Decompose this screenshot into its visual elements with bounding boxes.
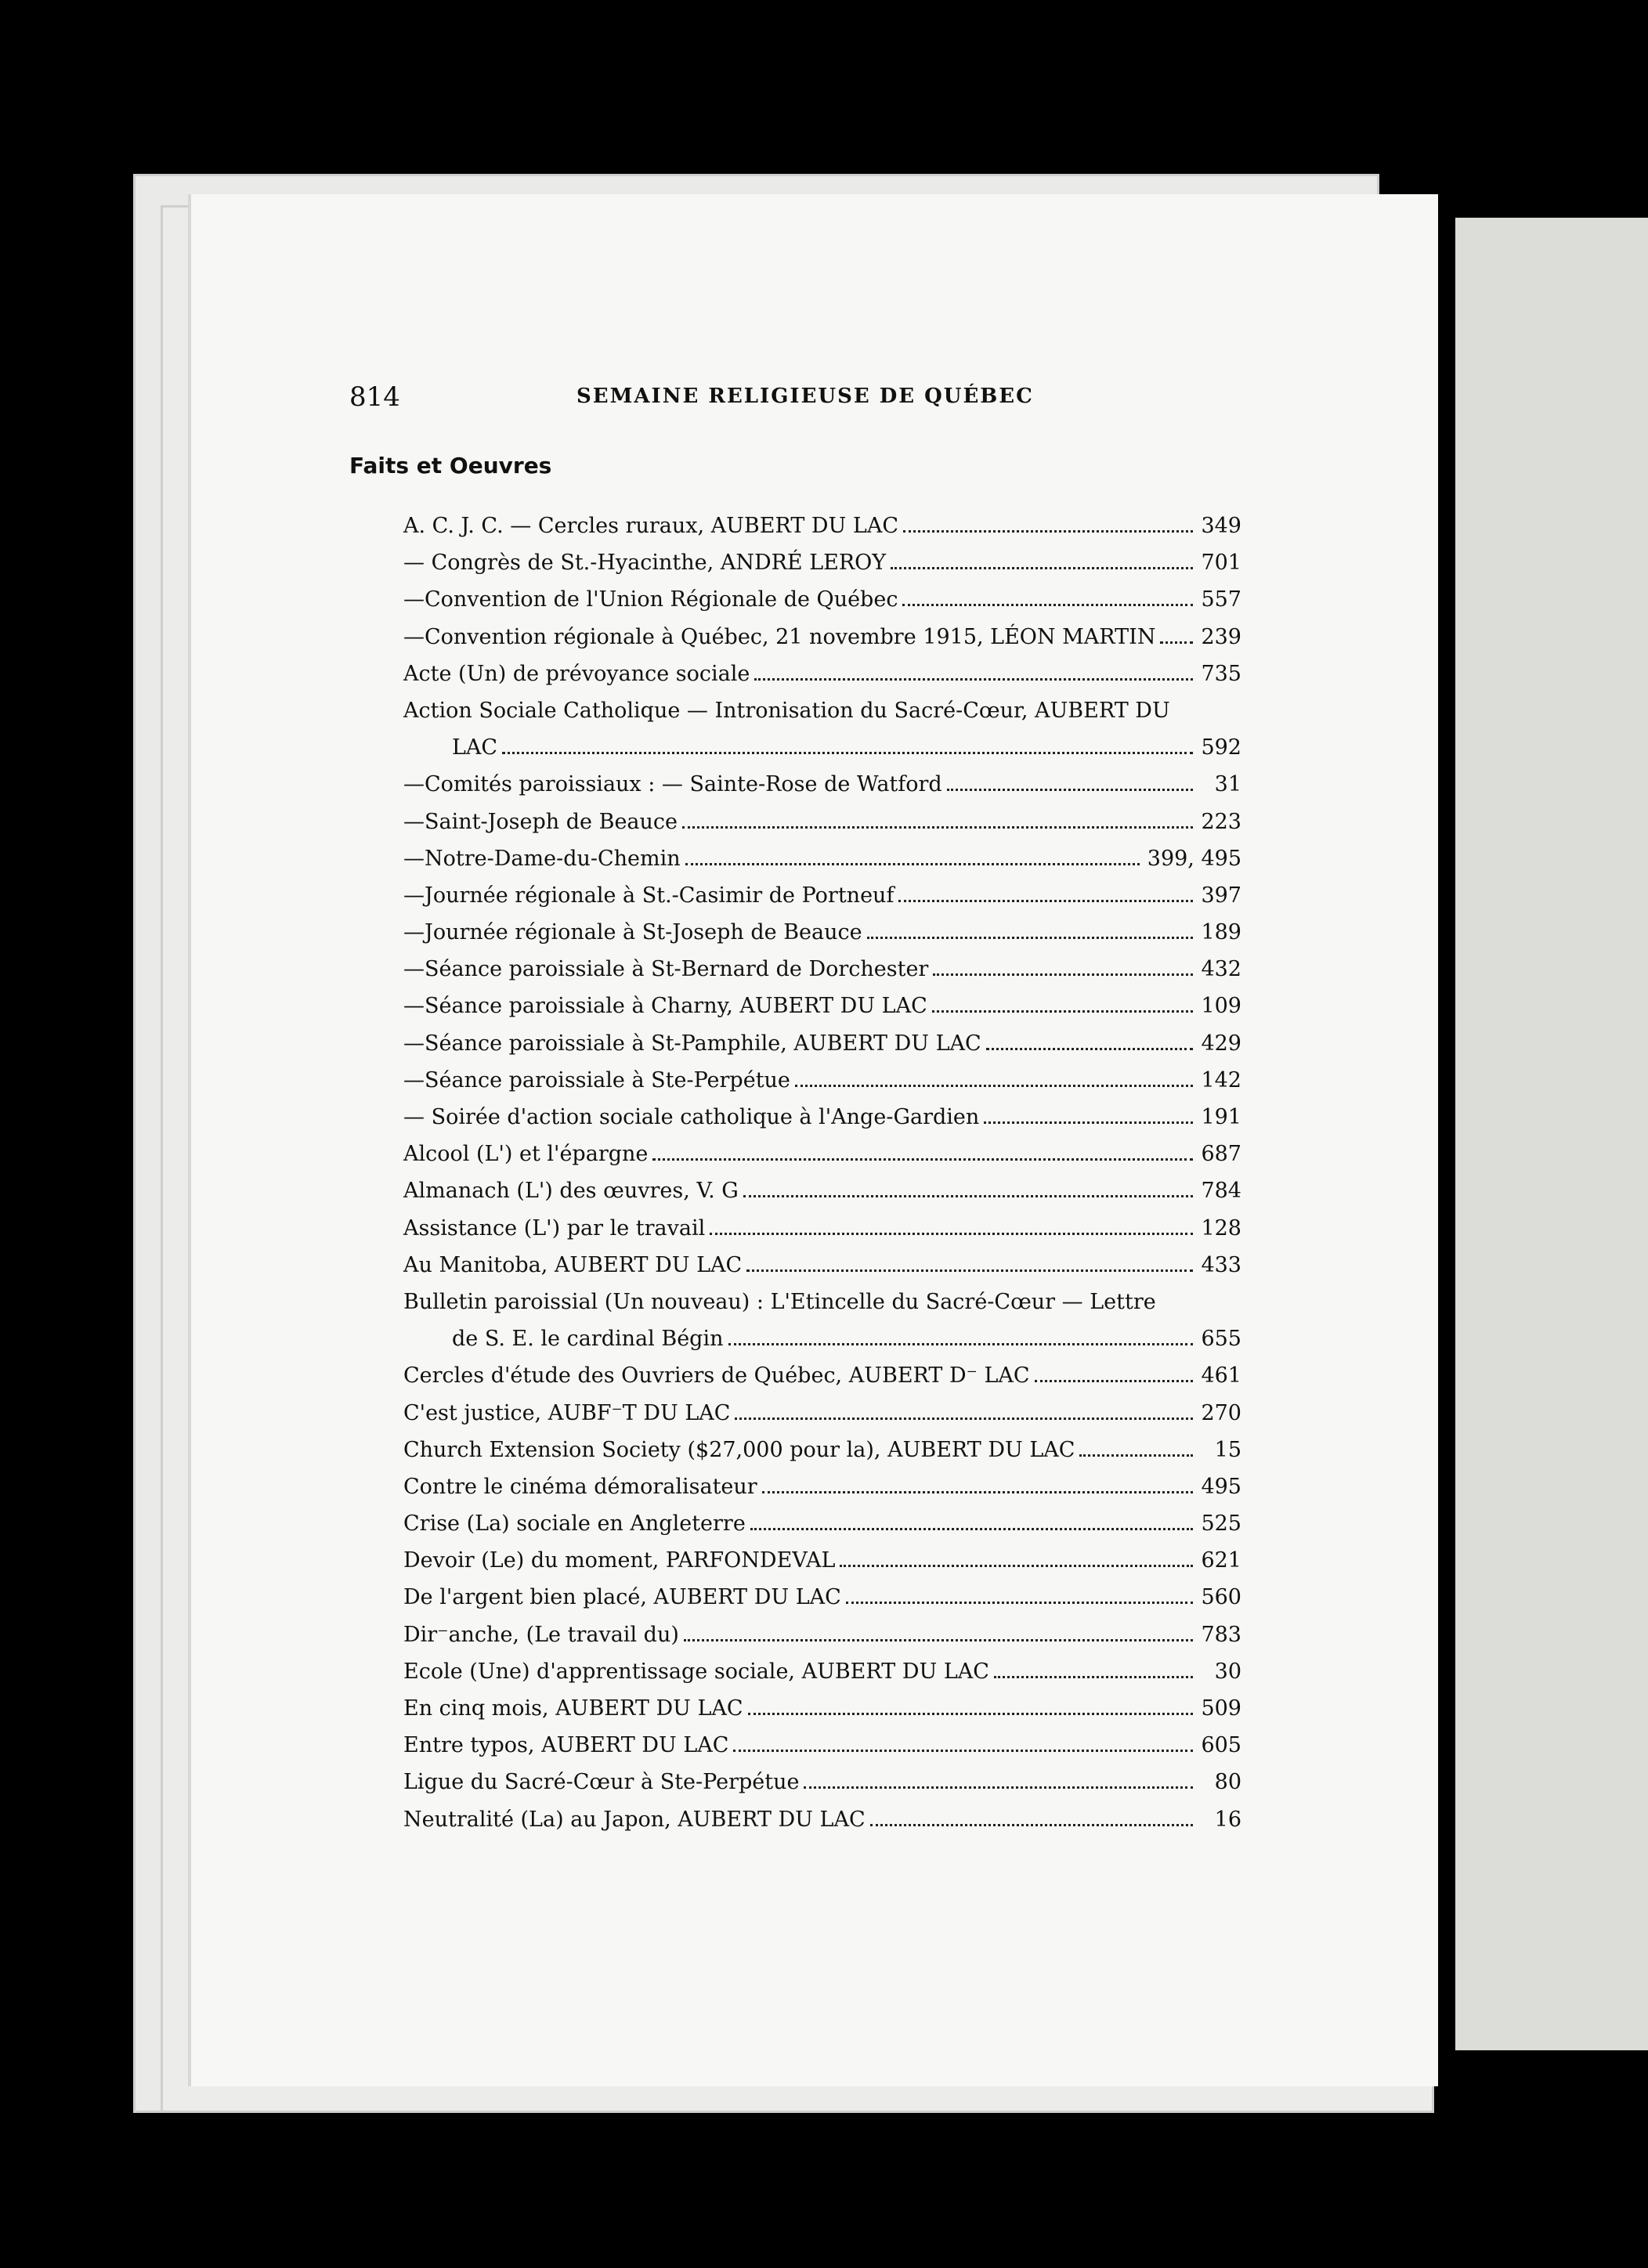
index-entry [403, 1136, 1241, 1172]
entry-text: Devoir (Le) du moment, PARFONDEVAL [403, 1548, 836, 1573]
dot-leader [903, 530, 1193, 533]
entry-pages: 191 [1201, 1105, 1241, 1129]
dot-leader [846, 1602, 1193, 1604]
dot-leader [870, 1824, 1193, 1826]
dot-leader [652, 1158, 1193, 1161]
entry-pages: 701 [1201, 551, 1241, 576]
entry-text: —Notre-Dame-du-Chemin [403, 846, 681, 871]
index-entry [403, 619, 1241, 655]
entry-text: —Convention régionale à Québec, 21 novembre 1915, LÉON MARTIN [403, 624, 1156, 649]
entry-pages: 432 [1201, 957, 1241, 982]
dot-leader [682, 826, 1193, 829]
dot-leader [733, 1750, 1193, 1752]
entry-text: — Congrès de St.-Hyacinthe, ANDRÉ LEROY [403, 551, 887, 576]
entry-pages: 525 [1201, 1511, 1241, 1537]
index-entry [403, 1284, 1241, 1320]
entry-text: Ligue du Sacré-Cœur à Ste-Perpétue [403, 1770, 800, 1795]
index-entry [403, 729, 1241, 766]
entry-text: —Convention de l'Union Régionale de Québec [403, 587, 898, 612]
dot-leader [743, 1195, 1193, 1197]
index-entry [403, 1690, 1241, 1727]
entry-text: Contre le cinéma démoralisateur [403, 1474, 757, 1499]
dot-leader [762, 1491, 1193, 1493]
section-title: Faits et Oeuvres [349, 453, 552, 479]
dot-leader [804, 1786, 1193, 1789]
entry-pages: 399, 495 [1147, 846, 1241, 871]
entry-text: En cinq mois, AUBERT DU LAC [403, 1696, 743, 1721]
entry-text: —Séance paroissiale à St-Bernard de Dorchester [403, 957, 929, 982]
entry-text: —Séance paroissiale à St-Pamphile, AUBERT DU LAC [403, 1031, 981, 1056]
entry-text: Au Manitoba, AUBERT DU LAC [403, 1252, 743, 1277]
dot-leader [754, 678, 1193, 681]
running-title: SEMAINE RELIGIEUSE DE QUÉBEC [576, 385, 1034, 408]
index-entry [403, 951, 1241, 988]
index-entry [403, 1247, 1241, 1284]
entry-pages: 433 [1201, 1252, 1241, 1277]
dot-leader [986, 1048, 1193, 1050]
entry-text: Bulletin paroissial (Un nouveau) : L'Etincelle du Sacré-Cœur — Lettre [403, 1289, 1156, 1314]
dot-leader [1035, 1380, 1193, 1382]
entry-pages: 495 [1201, 1474, 1241, 1499]
entry-pages: 142 [1201, 1067, 1241, 1092]
index-entry [403, 507, 1241, 544]
dot-leader [685, 863, 1140, 865]
index-entry [403, 1099, 1241, 1136]
entry-text: —Séance paroissiale à Ste-Perpétue [403, 1067, 790, 1092]
entry-pages: 509 [1201, 1696, 1241, 1721]
dot-leader [891, 567, 1193, 569]
dot-leader [735, 1418, 1193, 1420]
entry-text: De l'argent bien placé, AUBERT DU LAC [403, 1585, 841, 1610]
entry-pages: 349 [1201, 514, 1241, 538]
entry-text: —Saint-Joseph de Beauce [403, 809, 678, 834]
index-entry [403, 655, 1241, 692]
entry-pages: 270 [1201, 1400, 1241, 1425]
dot-leader [748, 1713, 1193, 1715]
entry-pages: 15 [1214, 1437, 1241, 1462]
index-entry [403, 1210, 1241, 1247]
entry-pages: 31 [1214, 772, 1241, 797]
entry-pages: 128 [1201, 1215, 1241, 1241]
index-entry [403, 1653, 1241, 1690]
dot-leader [867, 937, 1193, 939]
dot-leader [902, 604, 1193, 606]
entry-pages: 109 [1201, 994, 1241, 1019]
page-number: 814 [349, 381, 400, 413]
entry-pages: 461 [1201, 1363, 1241, 1389]
dot-leader [728, 1343, 1194, 1345]
entry-text: Action Sociale Catholique — Intronisation du Sacré-Cœur, AUBERT DU [403, 698, 1170, 723]
entry-pages: 397 [1201, 883, 1241, 908]
index-entry [403, 544, 1241, 581]
entry-text: —Séance paroissiale à Charny, AUBERT DU LAC [403, 994, 927, 1019]
entry-text: Entre typos, AUBERT DU LAC [403, 1733, 729, 1758]
index-entry [403, 988, 1241, 1024]
dot-leader [947, 789, 1193, 791]
entry-text: de S. E. le cardinal Bégin [452, 1327, 724, 1352]
index-entry [403, 1468, 1241, 1505]
entry-pages: 557 [1201, 587, 1241, 612]
entry-text: A. C. J. C. — Cercles ruraux, AUBERT DU LAC [403, 514, 898, 538]
entry-text: Neutralité (La) au Japon, AUBERT DU LAC [403, 1807, 866, 1832]
dot-leader [898, 900, 1193, 902]
entry-pages: 605 [1201, 1733, 1241, 1758]
entry-text: Church Extension Society ($27,000 pour la), AUBERT DU LAC [403, 1437, 1075, 1462]
index-entry [403, 1764, 1241, 1800]
entry-text: LAC [452, 735, 498, 760]
index-entry [403, 1432, 1241, 1468]
dot-leader [932, 1010, 1193, 1013]
dot-leader [984, 1121, 1193, 1124]
entry-text: —Journée régionale à St-Joseph de Beauce [403, 920, 862, 945]
entry-pages: 655 [1201, 1327, 1241, 1352]
index-entry [403, 1357, 1241, 1394]
entry-pages: 560 [1201, 1585, 1241, 1610]
dot-leader [710, 1233, 1193, 1235]
index-entry [403, 1542, 1241, 1579]
dot-leader [502, 752, 1193, 754]
index-entry [403, 1727, 1241, 1764]
entry-text: —Comités paroissiaux : — Sainte-Rose de Watford [403, 772, 942, 797]
index-entry [403, 877, 1241, 914]
entry-text: Ecole (Une) d'apprentissage sociale, AUBERT DU LAC [403, 1659, 989, 1684]
entry-pages: 80 [1214, 1770, 1241, 1795]
entry-pages: 223 [1201, 809, 1241, 834]
entry-text: Assistance (L') par le travail [403, 1215, 706, 1241]
entry-text: Acte (Un) de prévoyance sociale [403, 661, 750, 686]
index-entry [403, 804, 1241, 840]
entry-pages: 783 [1201, 1622, 1241, 1647]
index-entry [403, 1025, 1241, 1062]
entry-text: C'est justice, AUBF⁻T DU LAC [403, 1400, 731, 1425]
entry-pages: 621 [1201, 1548, 1241, 1573]
entry-text: Alcool (L') et l'épargne [403, 1142, 649, 1167]
index-list [403, 507, 1241, 1838]
index-entry [403, 1801, 1241, 1838]
index-entry [403, 1395, 1241, 1432]
dot-leader [1160, 641, 1193, 644]
dot-leader [1079, 1454, 1193, 1457]
entry-text: Almanach (L') des œuvres, V. G [403, 1179, 739, 1204]
dot-leader [933, 973, 1193, 976]
dot-leader [795, 1085, 1193, 1087]
dot-leader [750, 1528, 1193, 1530]
entry-pages: 784 [1201, 1179, 1241, 1204]
adjacent-page-edge [1455, 218, 1648, 2050]
entry-pages: 429 [1201, 1031, 1241, 1056]
entry-pages: 592 [1201, 735, 1241, 760]
dot-leader [746, 1269, 1193, 1272]
index-entry [403, 1062, 1241, 1099]
entry-text: Cercles d'étude des Ouvriers de Québec, AUBERT D⁻ LAC [403, 1363, 1030, 1389]
index-entry [403, 1320, 1241, 1357]
index-entry [403, 581, 1241, 618]
index-entry [403, 692, 1241, 729]
dot-leader [684, 1639, 1193, 1641]
index-entry [403, 840, 1241, 877]
entry-pages: 735 [1201, 661, 1241, 686]
index-entry [403, 914, 1241, 951]
entry-pages: 30 [1214, 1659, 1241, 1684]
entry-pages: 239 [1201, 624, 1241, 649]
entry-pages: 16 [1214, 1807, 1241, 1832]
entry-pages: 687 [1201, 1142, 1241, 1167]
index-entry [403, 1616, 1241, 1653]
running-head [349, 381, 1258, 416]
entry-text: —Journée régionale à St.-Casimir de Portneuf [403, 883, 894, 908]
entry-text: Crise (La) sociale en Angleterre [403, 1511, 746, 1537]
entry-pages: 189 [1201, 920, 1241, 945]
entry-text: Dir⁻anche, (Le travail du) [403, 1622, 679, 1647]
index-entry [403, 1579, 1241, 1616]
dot-leader [994, 1676, 1193, 1678]
dot-leader [840, 1565, 1193, 1567]
entry-text: — Soirée d'action sociale catholique à l'Ange-Gardien [403, 1105, 980, 1129]
index-entry [403, 766, 1241, 803]
index-entry [403, 1172, 1241, 1209]
index-entry [403, 1505, 1241, 1542]
